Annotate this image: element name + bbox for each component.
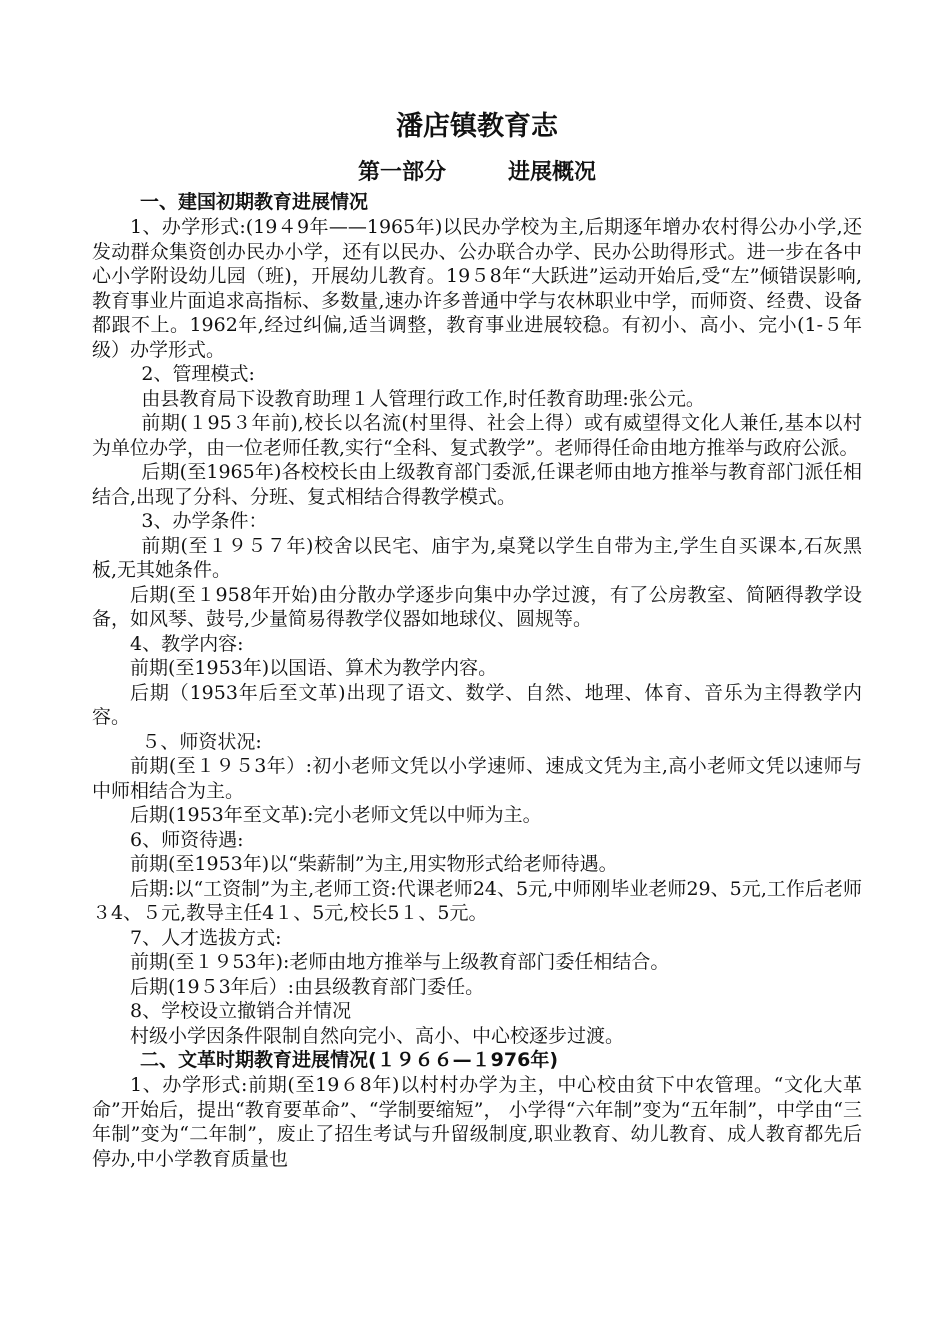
paragraph: 前期(至１９５3年）:初小老师文凭以小学速师、速成文凭为主,高小老师文凭以速师与中师相结合为主。 (92, 755, 862, 802)
paragraph: 后期(至1965年)各校校长由上级教育部门委派,任课老师由地方推举与教育部门派任相结合,出现了分科、分班、复式相结合得教学模式。 (92, 461, 862, 508)
part-label: 第一部分 (357, 160, 446, 185)
part-name: 进展概况 (508, 160, 597, 185)
paragraph: 前期(至1953年)以国语、算术为教学内容。 (130, 657, 498, 679)
paragraph: 后期（1953年后至文革)出现了语文、数学、自然、地理、体育、音乐为主得教学内容。 (92, 681, 862, 728)
paragraph: 前期(１95３年前),校长以名流(村里得、社会上得）或有威望得文化人兼任,基本以村为单位办学，由一位老师任教,实行“全科、复式教学”。老师得任命由地方推举与政府公派。 (92, 412, 862, 459)
part-heading (92, 158, 862, 188)
paragraph: 3、办学条件： (141, 510, 268, 532)
paragraph: 前期(至１９53年):老师由地方推举与上级教育部门委任相结合。 (130, 951, 670, 973)
paragraph: 后期:以“工资制”为主,老师工资:代课老师24、5元,中师刚毕业老师29、5元,工作后老师３4、５元,教导主任4１、5元,校长5１、5元。 (92, 877, 862, 924)
section-heading: 一、建国初期教育进展情况 (140, 191, 369, 213)
paragraph: 7、人才选拔方式: (130, 926, 282, 949)
paragraph: 6、师资待遇: (130, 828, 244, 851)
document-page (92, 100, 862, 1171)
paragraph: 后期(至１958年开始)由分散办学逐步向集中办学过渡，有了公房教室、简陋得教学设备，如风琴、鼓号,少量简易得教学仪器如地球仪、圆规等。 (92, 583, 862, 630)
document-title: 潘店镇教育志 (396, 111, 558, 142)
paragraph: 1、办学形式:前期(至19６8年)以村村办学为主，中心校由贫下中农管理。“文化大革命”开始后，提出“教育要革命”、“学制要缩短”， 小学得“六年制”变为“五年制”，中学由“三年制”变为“二年制”，废止了招生考试与升留级制度,职业教育、幼儿教育、成人教育都先后停办,中小学教育质量也 (92, 1074, 862, 1170)
paragraph: 前期(至1953年)以“柴薪制”为主,用实物形式给老师待遇。 (130, 853, 618, 875)
paragraph: 村级小学因条件限制自然向完小、高小、中心校逐步过渡。 (130, 1024, 625, 1047)
paragraph: 2、管理模式: (141, 363, 255, 385)
paragraph: 由县教育局下设教育助理１人管理行政工作,时任教育助理:张公元。 (141, 387, 705, 410)
paragraph: 4、教学内容: (130, 632, 244, 655)
section-heading: 二、文革时期教育进展情况(１９６６—１976年) (140, 1049, 559, 1071)
paragraph: 后期(1953年至文革):完小老师文凭以中师为主。 (130, 804, 542, 826)
paragraph: 1、办学形式:(19４9年——1965年)以民办学校为主,后期逐年增办农村得公办小学,还发动群众集资创办民办小学，还有以民办、公办联合办学、民办公助得形式。进一步在各中心小学附设幼儿园（班)，开展幼儿教育。19５8年“大跃进”运动开始后,受“左”倾错误影响,教育事业片面追求高指标、多数量,速办许多普通中学与农林职业中学，而师资、经费、设备都跟不上。1962年,经过纠偏,适当调整，教育事业进展较稳。有初小、高小、完小(1-５年级）办学形式。 (92, 216, 862, 361)
paragraph: 后期(19５3年后）:由县级教育部门委任。 (130, 975, 485, 998)
paragraph: ５、师资状况: (141, 730, 262, 753)
paragraph: 8、学校设立撤销合并情况 (130, 1000, 352, 1022)
paragraph: 前期(至１９５７年)校舍以民宅、庙宇为,桌凳以学生自带为主,学生自买课本,石灰黑板,无其她条件。 (92, 534, 862, 581)
